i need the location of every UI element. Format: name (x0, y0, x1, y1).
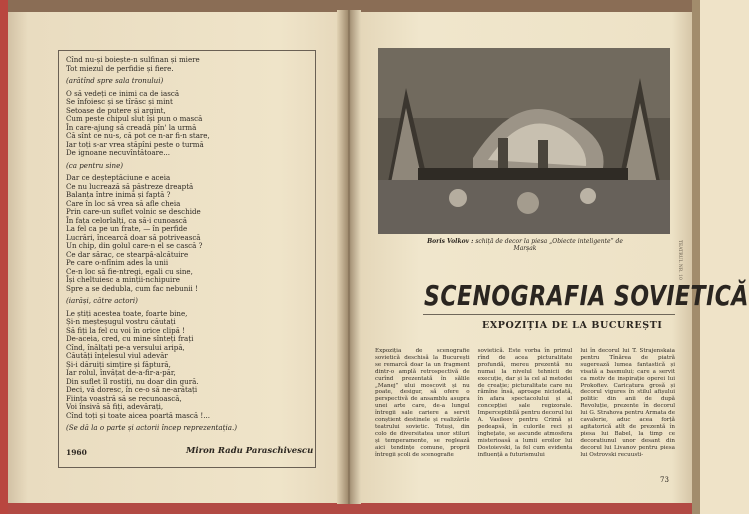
poem-line: Iar rolul, învățat de-a-fir-a-păr, (66, 368, 176, 377)
poem-line: Lucrări, încearcă doar să potrivească (66, 232, 201, 242)
poem-line: Setoase de putere și argint, (66, 105, 166, 115)
poem-line: De ignoane necuvîntătoare... (66, 148, 170, 157)
poem-line: Că sînt ce nu-s, că pot ce n-ar fi-n stare, (66, 131, 210, 140)
poem-line: Balanța între inimă și faptă ? (66, 190, 171, 199)
poem-line: Prin care-un suflet volnic se deschide (66, 207, 201, 216)
left-page-number: 1960 (66, 448, 87, 457)
stage-design-image (378, 48, 670, 234)
poem-line: Le știți acestea toate, foarte bine, (66, 308, 188, 318)
article-columns (375, 348, 675, 486)
poem-line: Și-i dăruiți simțire și făptură, (66, 359, 171, 369)
caption-artist: Boris Volkov : (427, 238, 474, 245)
illustration-caption (420, 238, 630, 252)
article-title: SCENOGRAFIA SOVIETICĂ (424, 281, 749, 313)
poem-line: Își cheltuiesc a minții-nchipuire (66, 275, 180, 284)
poem-line: Ce-n loc să fie-ntregi, egali cu sine, (66, 266, 193, 276)
poem-line: De-aceia, cred, cu mine sînteți frați (66, 334, 194, 343)
poem-text (66, 56, 312, 437)
poem-line: Spre a se dedubla, cum fac nebunii ! (66, 283, 198, 293)
poem-line: Ce nu lucrează să păstreze dreaptă (66, 181, 194, 191)
poem-line: Cînd nu-și boiește-n sulfinan și miere (66, 55, 200, 64)
poem-line: Cînd, înălțați pe-a versului aripă, (66, 342, 185, 352)
cover-edge-bottom (0, 503, 700, 514)
side-margin-note: TEATRUL NR. 10 (677, 240, 682, 280)
cover-edge-right (692, 0, 700, 514)
article-subtitle: EXPOZIȚIA DE LA BUCUREȘTI (482, 320, 663, 331)
poem-line: Care în loc să vrea să afle cheia (66, 198, 181, 208)
poem-line: Ființa voastră să se recunoască, (66, 393, 182, 403)
right-page-number: 73 (660, 476, 669, 484)
poem-line: Căutăți înțelesul viul adevăr (66, 351, 168, 360)
stage-direction: (arătînd spre sala tronului) (66, 76, 164, 85)
cover-edge-left (0, 0, 8, 514)
title-rule (423, 314, 675, 315)
poem-line: În care-ajung să creadă pîn' la urmă (66, 122, 197, 132)
poem-line: Se înfoiesc și se tîrăsc și mint (66, 97, 173, 106)
poem-line: Din suflet îl rostiți, nu doar din gură. (66, 376, 199, 386)
poem-line: Ce dar sărac, ce stearpă-alcătuire (66, 249, 189, 259)
poem-line: Deci, vă doresc, în ce-o să ne-arătați (66, 385, 198, 394)
poem-line: Cum peste chipul slut își pun o mască (66, 114, 203, 123)
poem-line: Iar toți s-ar vrea stăpîni peste o turmă (66, 139, 204, 149)
stage-design-illustration (378, 48, 670, 234)
poem-line: Și-n meșteșugul vostru căutați (66, 317, 176, 326)
poem-author: Miron Radu Paraschivescu (186, 446, 314, 456)
article-column-1: Expoziția de scenografie sovietică deschisă la București se remarcă doar la un fragment dintr-o amplă retrospectivă de curînd prezentată în sălile „Manej” ului moscovit și nu poate, desigur, să ofere o perspectivă de ansamblu asupra unei arte care, de-a lungul întregii sale cariere a servit conștient destinele și realizările teatrului sovietic. Totuși, din colo de diversitatea unor stiluri și temperamente, se reglează aici tendințe comune, proprii întregii școli de scenografie (375, 348, 470, 458)
poem-line: La fel ca pe un frate, — în perfide (66, 224, 188, 233)
poem-line: Cînd toți și toate aiceа poartă mască !... (66, 410, 210, 420)
poem-line: Pe care o-nfînim ades la unii (66, 258, 169, 267)
stage-direction: (Se dă la o parte și actorii încep reprezentația.) (66, 423, 237, 432)
stage-direction: (ca pentru sine) (66, 160, 124, 170)
poem-line: O să vedeți ce inimi ca de iască (66, 88, 180, 98)
poem-line: Tot miezul de perfidie și fiere. (66, 63, 174, 73)
stage-direction: (iarăși, către actori) (66, 296, 138, 305)
poem-line: În fața celorlalți, ca să-i cunoască (66, 215, 188, 225)
book-gutter (337, 10, 361, 504)
poem-line: Dar ce deșteptăciune e aceia (66, 173, 171, 182)
poem-line: Să fiți la fel cu voi în orice clipă ! (66, 325, 185, 335)
poem-line: Voi însivă să fiți, adevărați, (66, 402, 164, 411)
poem-line: Un chip, din golul care-n el se cască ? (66, 241, 203, 250)
caption-text: schiță de decor la piesa „Obiecte inteligente” de Marșak (475, 238, 623, 252)
article-column-3: lui în decorul lui T. Strajenskaia pentru Tînărea de piatră sugerează lumea fantastică și visată a basmului; care a servit ca motiv de inspirație operei lui Prokofiev. Caricatura grosă și decorul vigures în stilul afișului politic din anii de după Revoluție, prezente în decorul lui G. Strahova pentru Armata de cavalerie, aduc acea forță agitatorică atît de prezentă în piesa lui Babel, la timp ce decoratiunul unor desant din decorul lui Livanov pentru piesa lui Ostrovski recuusti- (580, 348, 676, 458)
article-column-2: sovietică. Este vorba în primul rînd de acea picturalitate profundă, mereu prezentă nu numai la nivelul tehnicii de execuție, dar și la cel al metodei de creație; picturalitate care nu rămîne însă, aproape niciodată, în afara spectacolului și al concepției sale regizorale. Imperceptibilă pentru decorul lui A. Vasileev pentru Crimă și pedeapsă, în culorile reci și înghețate, se ascunde atmosfera misterioasă a lumii eroilor lui Dostoievski, la fel cum evidenta influență a futurismului (477, 348, 573, 458)
